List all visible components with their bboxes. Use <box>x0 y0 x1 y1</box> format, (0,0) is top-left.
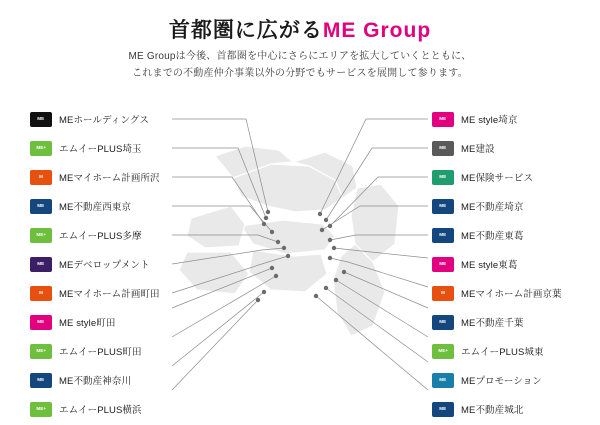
list-item[interactable] <box>432 137 600 159</box>
company-name: ME style東葛 <box>461 260 518 271</box>
logo-glyph: ME <box>439 173 447 180</box>
company-name: エムイーPLUS横浜 <box>59 405 142 416</box>
list-item[interactable] <box>432 253 600 275</box>
company-name: エムイーPLUS埼玉 <box>59 144 142 155</box>
company-name: ME保険サービス <box>461 173 534 184</box>
logo-swatch <box>30 170 52 185</box>
logo-glyph: ME+ <box>36 347 46 354</box>
logo-glyph: ME+ <box>438 347 448 354</box>
company-name: エムイーPLUS町田 <box>59 347 142 358</box>
logo-glyph: ME <box>439 231 447 238</box>
company-name: ME不動産埼京 <box>461 202 524 213</box>
company-name: MEプロモーション <box>461 376 542 387</box>
logo-swatch <box>30 344 52 359</box>
list-item[interactable] <box>30 195 230 217</box>
list-item[interactable] <box>30 108 230 130</box>
logo-swatch <box>432 141 454 156</box>
logo-glyph: ME+ <box>36 231 46 238</box>
company-name: ME不動産千葉 <box>461 318 524 329</box>
logo-swatch <box>30 199 52 214</box>
logo-swatch <box>432 199 454 214</box>
logo-glyph: ME <box>37 260 45 267</box>
logo-swatch <box>30 257 52 272</box>
title-prefix: 首都圏に広がる <box>168 19 323 42</box>
logo-swatch <box>432 228 454 243</box>
list-item[interactable] <box>432 166 600 188</box>
company-name: ME不動産神奈川 <box>59 376 132 387</box>
list-item[interactable] <box>30 282 230 304</box>
logo-swatch <box>432 257 454 272</box>
list-item[interactable] <box>30 137 230 159</box>
company-name: MEマイホーム計画所沢 <box>59 173 160 184</box>
list-item[interactable] <box>30 166 230 188</box>
list-item[interactable] <box>432 282 600 304</box>
logo-glyph: ME <box>37 115 45 122</box>
list-item[interactable] <box>432 311 600 333</box>
list-item[interactable] <box>432 224 600 246</box>
subtitle-line-2: これまでの不動産仲介事業以外の分野でもサービスを展開して参ります。 <box>132 68 468 79</box>
title-accent: ME Group <box>322 19 432 42</box>
logo-glyph: ME <box>439 318 447 325</box>
list-item[interactable] <box>30 224 230 246</box>
logo-swatch <box>432 402 454 417</box>
list-item[interactable] <box>30 253 230 275</box>
list-item[interactable] <box>30 311 230 333</box>
map-area-kanagawa <box>249 250 327 292</box>
list-item[interactable] <box>30 398 230 420</box>
logo-glyph: M <box>39 173 43 180</box>
logo-glyph: ME <box>37 376 45 383</box>
company-list-left <box>30 108 230 425</box>
logo-swatch <box>432 286 454 301</box>
list-item[interactable] <box>432 369 600 391</box>
logo-glyph: ME <box>37 202 45 209</box>
logo-swatch <box>30 402 52 417</box>
list-item[interactable] <box>30 340 230 362</box>
list-item[interactable] <box>432 108 600 130</box>
logo-swatch <box>30 373 52 388</box>
company-name: ME不動産西東京 <box>59 202 132 213</box>
logo-glyph: ME <box>439 376 447 383</box>
company-list-right <box>432 108 600 425</box>
logo-glyph: M <box>441 289 445 296</box>
logo-swatch <box>30 141 52 156</box>
logo-swatch <box>30 315 52 330</box>
company-name: ME不動産東葛 <box>461 231 524 242</box>
company-name: エムイーPLUS城東 <box>461 347 544 358</box>
logo-glyph: ME+ <box>36 144 46 151</box>
logo-swatch <box>432 373 454 388</box>
logo-swatch <box>30 286 52 301</box>
list-item[interactable] <box>432 398 600 420</box>
logo-glyph: ME <box>439 405 447 412</box>
company-name: エムイーPLUS多摩 <box>59 231 142 242</box>
logo-glyph: ME <box>439 144 447 151</box>
page-title <box>0 14 600 44</box>
company-name: MEホールディングス <box>59 115 150 126</box>
logo-glyph: M <box>39 289 43 296</box>
company-name: ME style埼京 <box>461 115 518 126</box>
company-name: ME建設 <box>461 144 495 155</box>
logo-swatch <box>30 228 52 243</box>
logo-swatch <box>432 112 454 127</box>
company-name: ME不動産城北 <box>461 405 524 416</box>
company-name: ME style町田 <box>59 318 116 329</box>
map-area-tokyo <box>241 220 335 254</box>
company-name: MEマイホーム計画町田 <box>59 289 160 300</box>
list-item[interactable] <box>432 340 600 362</box>
logo-glyph: ME+ <box>36 405 46 412</box>
list-item[interactable] <box>432 195 600 217</box>
company-name: MEマイホーム計画京葉 <box>461 289 562 300</box>
company-name: MEデベロップメント <box>59 260 150 271</box>
logo-glyph: ME <box>37 318 45 325</box>
logo-glyph: ME <box>439 115 447 122</box>
logo-swatch <box>432 344 454 359</box>
logo-swatch <box>432 170 454 185</box>
logo-swatch <box>30 112 52 127</box>
logo-swatch <box>432 315 454 330</box>
logo-glyph: ME <box>439 260 447 267</box>
logo-glyph: ME <box>439 202 447 209</box>
page-subtitle <box>0 48 600 82</box>
subtitle-line-1: ME Groupは今後、首都圏を中心にさらにエリアを拡大していくとともに、 <box>128 51 472 62</box>
list-item[interactable] <box>30 369 230 391</box>
